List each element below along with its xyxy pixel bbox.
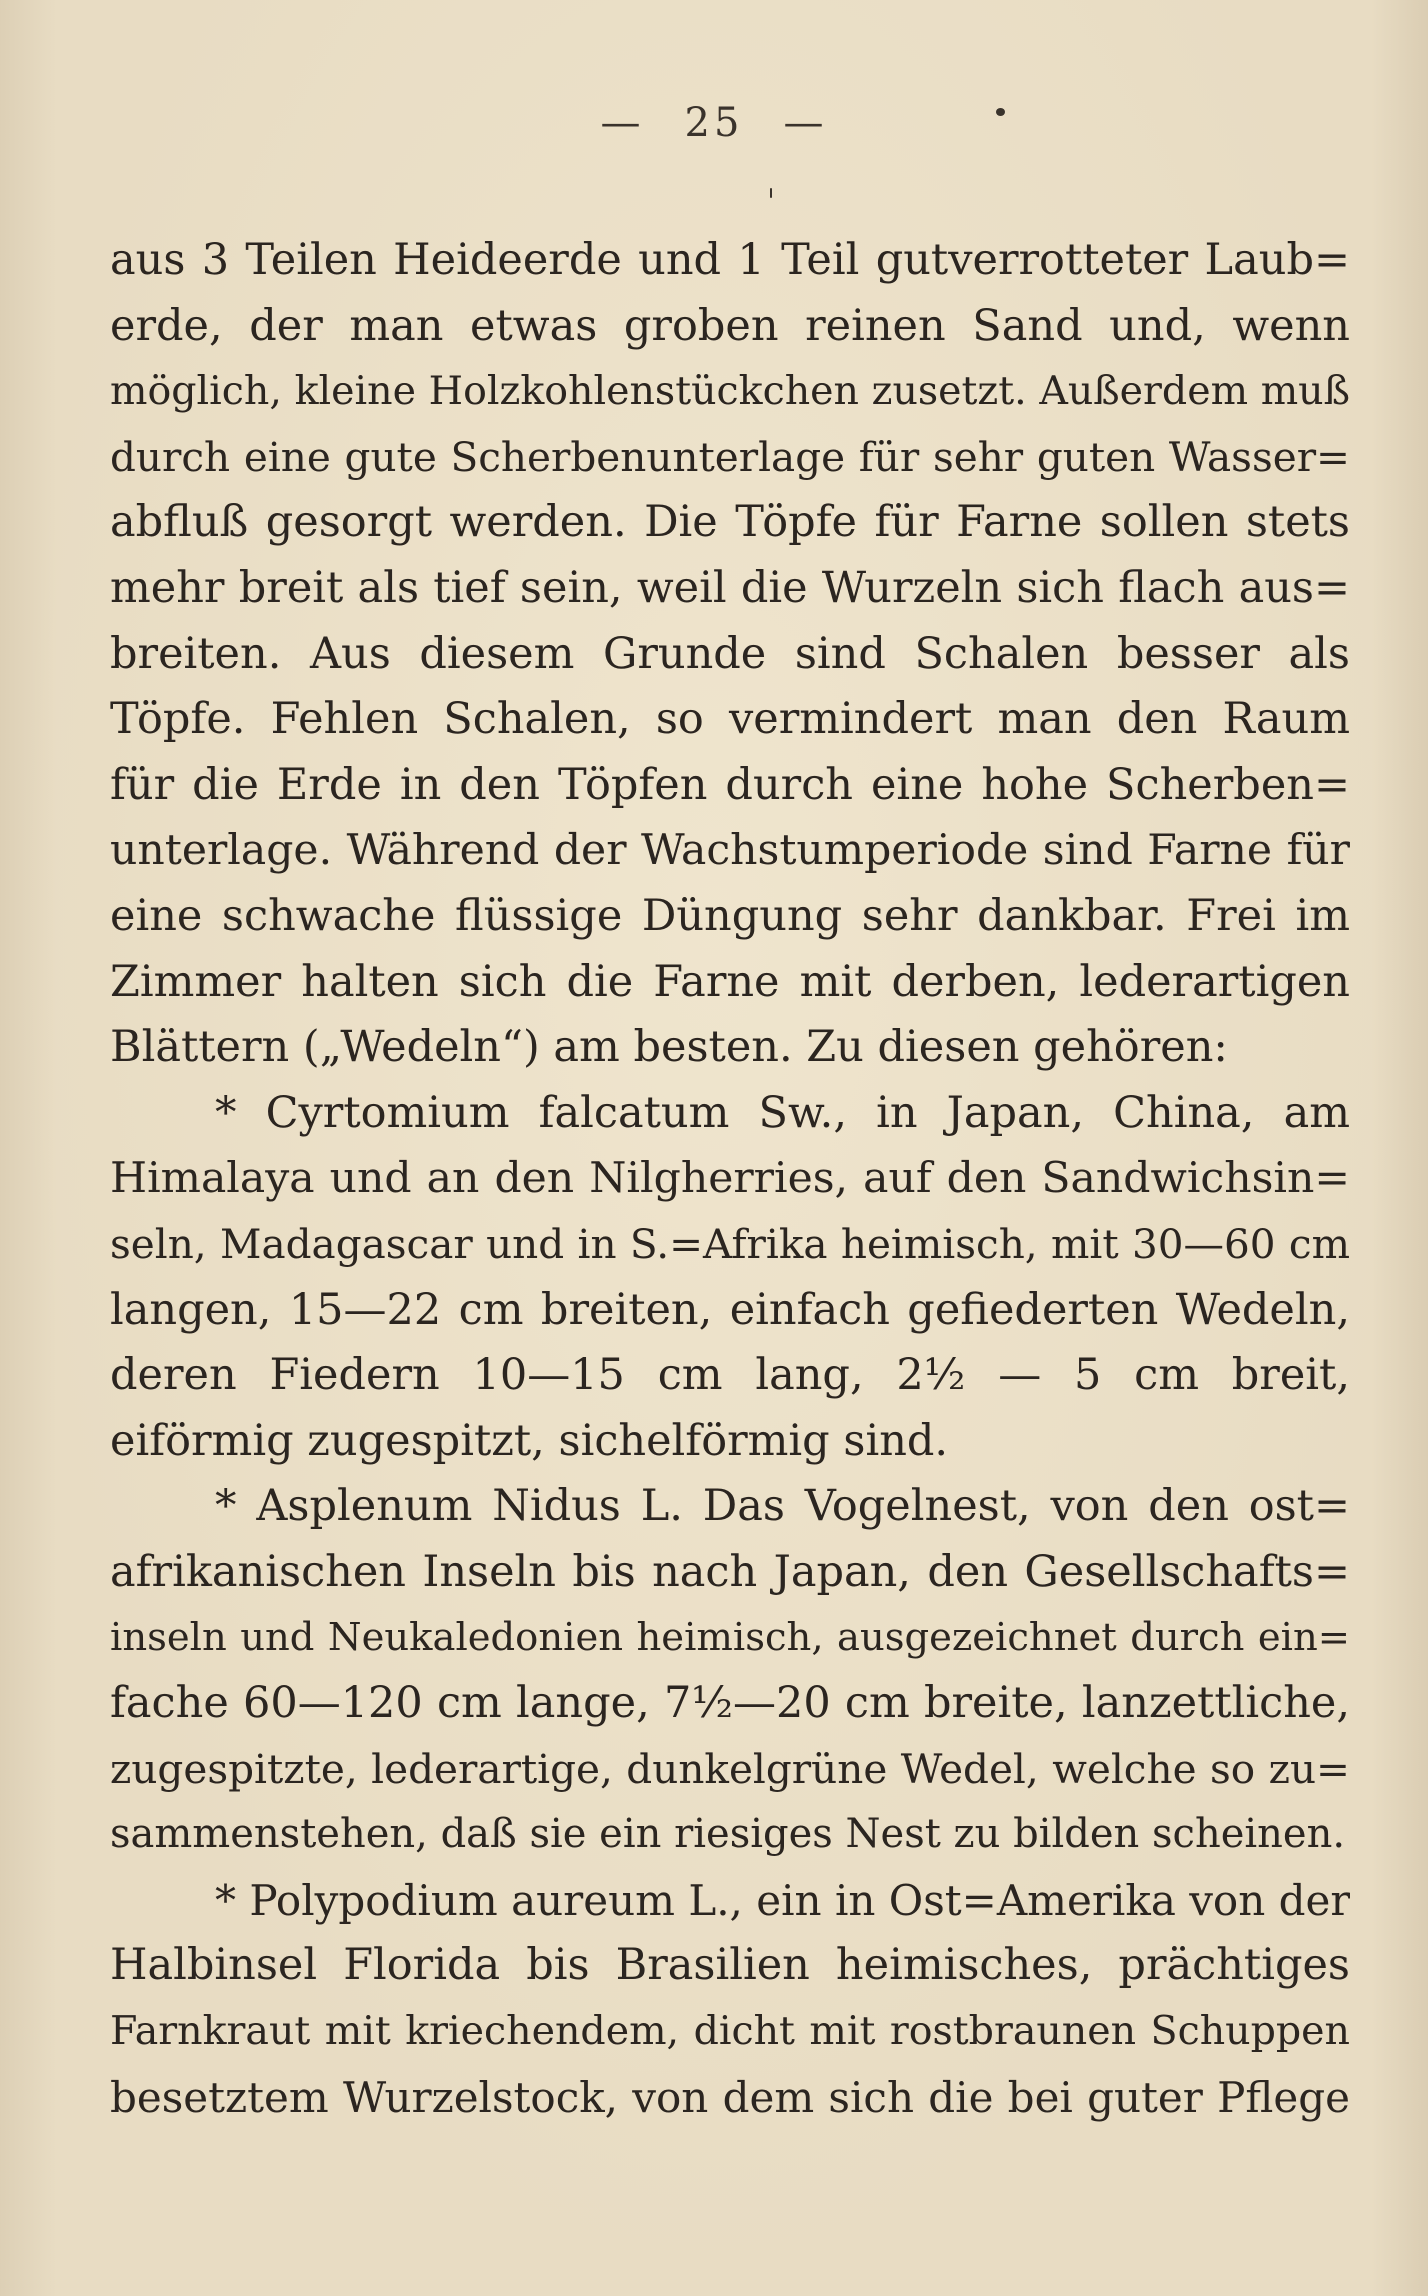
text-line: eiförmig zugespitzt, sichelförmig sind. xyxy=(110,1415,949,1466)
text-line: fache 60—120 cm lange, 7½—20 cm breite, lanzettliche, xyxy=(110,1678,1350,1729)
text-line: erde, der man etwas groben reinen Sand und, wenn xyxy=(110,300,1350,351)
body-text xyxy=(110,228,1350,2130)
text-line: * Asplenum Nidus L. Das Vogelnest, von den ost= xyxy=(215,1481,1350,1532)
page-header xyxy=(0,100,1428,146)
ink-speck xyxy=(996,108,1005,116)
text-line: seln, Madagascar und in S.=Afrika heimisch, mit 30—60 cm xyxy=(110,1219,1350,1268)
header-dash-left: — xyxy=(600,100,645,146)
text-line: afrikanischen Inseln bis nach Japan, den Gesellschafts= xyxy=(110,1546,1350,1597)
text-line: * Cyrtomium falcatum Sw., in Japan, China, am xyxy=(215,1087,1350,1138)
text-line: mehr breit als tief sein, weil die Wurzeln sich flach aus= xyxy=(110,562,1350,613)
text-line: Zimmer halten sich die Farne mit derben, lederartigen xyxy=(110,956,1350,1007)
text-line: Töpfe. Fehlen Schalen, so vermindert man den Raum xyxy=(110,694,1350,745)
text-line: aus 3 Teilen Heideerde und 1 Teil gutverrotteter Laub= xyxy=(110,235,1350,285)
ink-speck xyxy=(770,188,772,198)
text-line: sammenstehen, daß sie ein riesiges Nest zu bilden scheinen. xyxy=(110,1811,1346,1858)
text-line: Farnkraut mit kriechendem, dicht mit rostbraunen Schuppen xyxy=(110,2008,1350,2055)
header-dash-right: — xyxy=(783,100,828,146)
text-line: inseln und Neukaledonien heimisch, ausgezeichnet durch ein= xyxy=(110,1615,1350,1661)
text-line: eine schwache flüssige Düngung sehr dankbar. Frei im xyxy=(110,890,1350,941)
text-line: Himalaya und an den Nilgherries, auf den Sandwichsin= xyxy=(110,1154,1350,1204)
text-line: für die Erde in den Töpfen durch eine hohe Scherben= xyxy=(110,759,1350,810)
page-number: 25 xyxy=(684,100,744,146)
text-line: breiten. Aus diesem Grunde sind Schalen besser als xyxy=(110,628,1350,679)
text-line: unterlage. Während der Wachstumperiode sind Farne für xyxy=(110,826,1350,876)
text-line: Halbinsel Florida bis Brasilien heimisches, prächtiges xyxy=(110,1940,1350,1991)
text-line: möglich, kleine Holzkohlenstückchen zusetzt. Außerdem muß xyxy=(110,368,1350,415)
text-line: durch eine gute Scherbenunterlage für sehr guten Wasser= xyxy=(110,432,1350,481)
text-line: * Polypodium aureum L., ein in Ost=Amerika von der xyxy=(215,1875,1350,1925)
text-line: besetztem Wurzelstock, von dem sich die bei guter Pflege xyxy=(110,2072,1350,2122)
text-line: Blättern („Wedeln“) am besten. Zu diesen gehören: xyxy=(110,1022,1228,1073)
text-line: zugespitzte, lederartige, dunkelgrüne Wedel, welche so zu= xyxy=(110,1744,1350,1793)
text-line: deren Fiedern 10—15 cm lang, 2½ — 5 cm breit, xyxy=(110,1350,1350,1401)
text-line: abfluß gesorgt werden. Die Töpfe für Farne sollen stets xyxy=(110,497,1350,548)
text-line: langen, 15—22 cm breiten, einfach gefiederten Wedeln, xyxy=(110,1284,1350,1335)
